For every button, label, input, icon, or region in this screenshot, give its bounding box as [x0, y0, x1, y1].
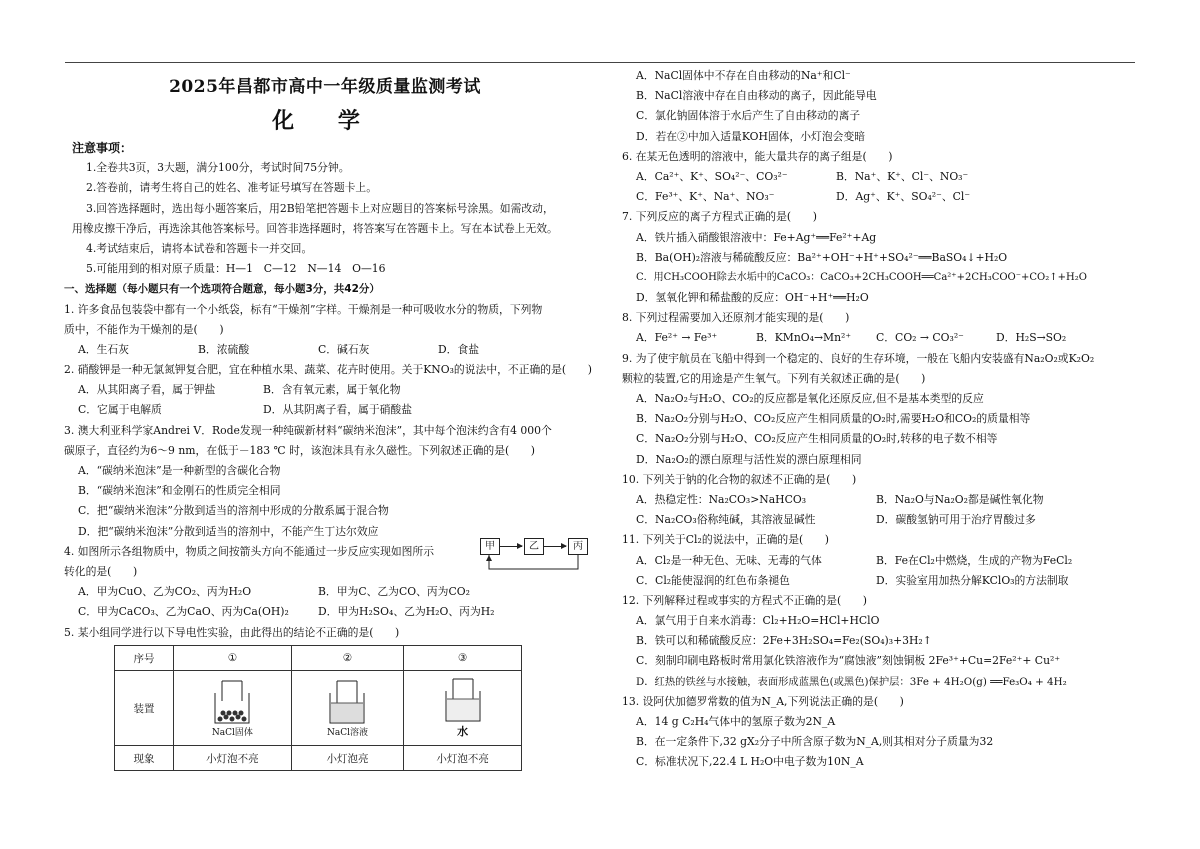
option: C．氯化钠固体溶于水后产生了自由移动的离子	[636, 109, 861, 123]
diagram-node-yi: 乙	[524, 538, 544, 555]
q9-stem: 9. 为了使宇航员在飞船中得到一个稳定的、良好的生存环境，一般在飞船内安装盛有Na₂O₂或K₂O₂	[622, 351, 1095, 365]
q8-stem: 8. 下列过程需要加入还原剂才能实现的是( )	[622, 311, 850, 325]
option: A．NaCl固体中不存在自由移动的Na⁺和Cl⁻	[636, 69, 851, 82]
q8-options	[622, 328, 1142, 348]
option: A．Fe²⁺ → Fe³⁺	[636, 331, 718, 345]
q1-stem: 1. 许多食品包装袋中都有一个小纸袋，标有“干燥剂”字样。干燥剂是一种可吸收水分的物质，下列物	[64, 302, 543, 316]
q9-stem: 颗粒的装置,它的用途是产生氧气。下列有关叙述正确的是( )	[622, 371, 926, 385]
beaker-water-icon	[438, 677, 488, 725]
option: A．Ca²⁺、K⁺、SO₄²⁻、CO₃²⁻	[636, 169, 788, 183]
option: B．KMnO₄→Mn²⁺	[756, 331, 852, 345]
option: B．在一定条件下,32 gX₂分子中所含原子数为N_A,则其相对分子质量为32	[636, 735, 994, 749]
row-header: 装置	[115, 671, 174, 746]
option: C．碱石灰	[318, 342, 370, 356]
notice-item: 2.答卷前，请考生将自己的姓名、准考证号填写在答题卡上。	[86, 181, 378, 195]
option: C．甲为CaCO₃、乙为CaO、丙为Ca(OH)₂	[78, 605, 289, 619]
option: C．CO₂ → CO₃²⁻	[876, 331, 964, 345]
option: B．Na₂O与Na₂O₂都是碱性氧化物	[876, 492, 1044, 506]
col-number: ③	[404, 646, 522, 671]
option: D．H₂S→SO₂	[996, 331, 1067, 345]
option: C．用CH₃COOH除去水垢中的CaCO₃：CaCO₃+2CH₃COOH══Ca²⁺+2CH₃COO⁻+CO₂↑+H₂O	[636, 271, 1087, 283]
q4-options	[64, 582, 604, 602]
notice-item: 1.全卷共3页，3大题，满分100分，考试时间75分钟。	[86, 161, 350, 175]
q4-stem: 4. 如图所示各组物质中，物质之间按箭头方向不能通过一步反应实现如图所示	[64, 544, 435, 558]
q6-options	[622, 187, 1142, 207]
option: B．甲为C、乙为CO、丙为CO₂	[318, 585, 470, 599]
option: D．把“碳纳米泡沫”分散到适当的溶剂中，不能产生丁达尔效应	[78, 524, 379, 538]
option: D．食盐	[438, 342, 480, 356]
option: A．热稳定性：Na₂CO₃>NaHCO₃	[636, 492, 807, 506]
option: C．刻制印刷电路板时常用氯化铁溶液作为“腐蚀液”刻蚀铜板 2Fe³⁺+Cu=2Fe²⁺+ Cu²⁺	[636, 654, 1061, 668]
device-cell	[404, 671, 522, 746]
col-number: ②	[291, 646, 403, 671]
q4-diagram	[480, 538, 588, 574]
option: C．它属于电解质	[78, 403, 162, 417]
option: D．氢氧化钾和稀盐酸的反应：OH⁻+H⁺══H₂O	[636, 291, 869, 305]
beaker-solution-icon	[322, 679, 372, 727]
q1-options	[64, 340, 604, 360]
q2-options	[64, 400, 604, 420]
option: B．Na₂O₂分别与H₂O、CO₂反应产生相同质量的O₂时,需要H₂O和CO₂的质量相等	[636, 412, 1031, 426]
notice-title: 注意事项：	[72, 141, 133, 155]
option: D．甲为H₂SO₄、乙为H₂O、丙为H₂	[318, 605, 495, 619]
option: A．生石灰	[78, 342, 129, 356]
row-header: 现象	[115, 746, 174, 771]
option: D．Na₂O₂的漂白原理与活性炭的漂白原理相同	[636, 452, 862, 466]
option: B．“碳纳米泡沫”和金刚石的性质完全相同	[78, 484, 281, 498]
q2-stem: 2. 硝酸钾是一种无氯氮钾复合肥，宜在种植水果、蔬菜、花卉时使用。关于KNO₃的说法中，不正确的是( )	[64, 363, 592, 377]
q11-options	[622, 571, 1142, 591]
option: D．Ag⁺、K⁺、SO₄²⁻、Cl⁻	[836, 190, 971, 204]
option: D．实验室用加热分解KClO₃的方法制取	[876, 573, 1069, 587]
beaker-solid-icon	[207, 679, 257, 727]
q11-options	[622, 551, 1142, 571]
option: A．Na₂O₂与H₂O、CO₂的反应都是氧化还原反应,但不是基本类型的反应	[636, 392, 984, 405]
notice-item: 3.回答选择题时，选出每小题答案后，用2B铅笔把答题卡上对应题目的答案标号涂黑。如需改动，	[86, 201, 554, 215]
observation-cell: 小灯泡不亮	[404, 746, 522, 771]
option: A．14 g C₂H₄气体中的氢原子数为2N_A	[636, 715, 836, 728]
q2-options	[64, 380, 604, 400]
option: B．Fe在Cl₂中燃烧，生成的产物为FeCl₂	[876, 553, 1073, 567]
option: C．Cl₂能使湿润的红色布条褪色	[636, 573, 790, 587]
q3-stem: 碳原子，直径约为6～9 nm，在低于－183 ℃ 时，该泡沫具有永久磁性。下列叙述正确的是( )	[64, 443, 536, 457]
return-arrow-icon	[480, 538, 588, 574]
q10-stem: 10. 下列关于钠的化合物的叙述不正确的是( )	[622, 472, 857, 486]
option: D．红热的铁丝与水接触，表面形成蓝黑色(或黑色)保护层：3Fe + 4H₂O(g) ══Fe₃O₄ + 4H₂	[636, 675, 1067, 688]
option: C．Na₂O₂分别与H₂O、CO₂反应产生相同质量的O₂时,转移的电子数不相等	[636, 432, 998, 446]
observation-cell: 小灯泡不亮	[174, 746, 292, 771]
right-column	[622, 66, 1142, 773]
col-number: ①	[174, 646, 292, 671]
device-label: 水	[457, 725, 469, 738]
option: B．浓硫酸	[198, 342, 250, 356]
device-label: NaCl固体	[211, 727, 253, 738]
q10-options	[622, 510, 1142, 530]
device-cell	[291, 671, 403, 746]
diagram-node-bing: 丙	[568, 538, 588, 555]
option: A．Cl₂是一种无色、无味、无毒的气体	[636, 553, 822, 567]
option: B．Na⁺、K⁺、Cl⁻、NO₃⁻	[836, 169, 969, 183]
notice-item: 5.可能用到的相对原子质量：H—1 C—12 N—14 O—16	[86, 262, 386, 276]
observation-cell: 小灯泡亮	[291, 746, 403, 771]
q12-stem: 12. 下列解释过程或事实的方程式不正确的是( )	[622, 593, 867, 607]
q11-stem: 11. 下列关于Cl₂的说法中，正确的是( )	[622, 533, 830, 547]
option: B．铁可以和稀硫酸反应：2Fe+3H₂SO₄=Fe₂(SO₄)₃+3H₂↑	[636, 634, 932, 648]
option: A．“碳纳米泡沫”是一种新型的含碳化合物	[78, 464, 281, 477]
q4-stem: 转化的是( )	[64, 564, 138, 578]
q6-options	[622, 167, 1142, 187]
q7-stem: 7. 下列反应的离子方程式正确的是( )	[622, 210, 817, 224]
section-heading: 一、选择题（每小题只有一个选项符合题意，每小题3分，共42分）	[64, 283, 380, 296]
option: B．Ba(OH)₂溶液与稀硫酸反应：Ba²⁺+OH⁻+H⁺+SO₄²⁻══BaSO₄↓+H₂O	[636, 250, 1008, 264]
notice-item: 4.考试结束后，请将本试卷和答题卡一并交回。	[86, 241, 313, 255]
device-cell	[174, 671, 292, 746]
device-label: NaCl溶液	[326, 727, 368, 738]
exam-title: 2025年昌都市高中一年级质量监测考试	[169, 77, 481, 97]
notice-item: 用橡皮擦干净后，再选涂其他答案标号。回答非选择题时，将答案写在答题卡上。写在本试卷上无效。	[72, 221, 558, 235]
option: D．从其阴离子看，属于硝酸盐	[263, 403, 413, 417]
option: C．标准状况下,22.4 L H₂O中电子数为10N_A	[636, 755, 864, 769]
header-rule	[65, 62, 1135, 63]
q5-experiment-table	[114, 645, 522, 771]
q6-stem: 6. 在某无色透明的溶液中，能大量共存的离子组是( )	[622, 149, 893, 163]
q13-stem: 13. 设阿伏加德罗常数的值为N_A,下列说法正确的是( )	[622, 694, 904, 708]
option: B．NaCl溶液中存在自由移动的离子，因此能导电	[636, 89, 877, 103]
option: A．氯气用于自来水消毒：Cl₂+H₂O=HCl+HClO	[636, 614, 880, 628]
option: D．若在②中加入适量KOH固体，小灯泡会变暗	[636, 129, 866, 143]
option: D．碳酸氢钠可用于治疗胃酸过多	[876, 513, 1036, 527]
q5-stem: 5. 某小组同学进行以下导电性实验，由此得出的结论不正确的是( )	[64, 625, 400, 639]
option: C．把“碳纳米泡沫”分散到适当的溶剂中形成的分散系属于混合物	[78, 504, 389, 518]
q4-options	[64, 602, 604, 622]
q10-options	[622, 490, 1142, 510]
option: C．Na₂CO₃俗称纯碱，其溶液显碱性	[636, 513, 816, 527]
option: C．Fe³⁺、K⁺、Na⁺、NO₃⁻	[636, 190, 775, 204]
option: B．含有氧元素，属于氧化物	[263, 383, 401, 397]
q3-stem: 3. 澳大利亚科学家Andrei V．Rode发现一种纯碳新材料“碳纳米泡沫”，其中每个泡沫约含有4 000个	[64, 423, 552, 437]
q1-stem: 质中，不能作为干燥剂的是( )	[64, 322, 224, 336]
option: A．铁片插入硝酸银溶液中：Fe+Ag⁺══Fe²⁺+Ag	[636, 230, 877, 244]
diagram-node-jia: 甲	[480, 538, 500, 555]
subject-title: 化 学	[272, 108, 378, 134]
row-header: 序号	[115, 646, 174, 671]
option: A．从其阳离子看，属于钾盐	[78, 383, 216, 397]
option: A．甲为CuO、乙为CO₂、丙为H₂O	[78, 585, 252, 599]
